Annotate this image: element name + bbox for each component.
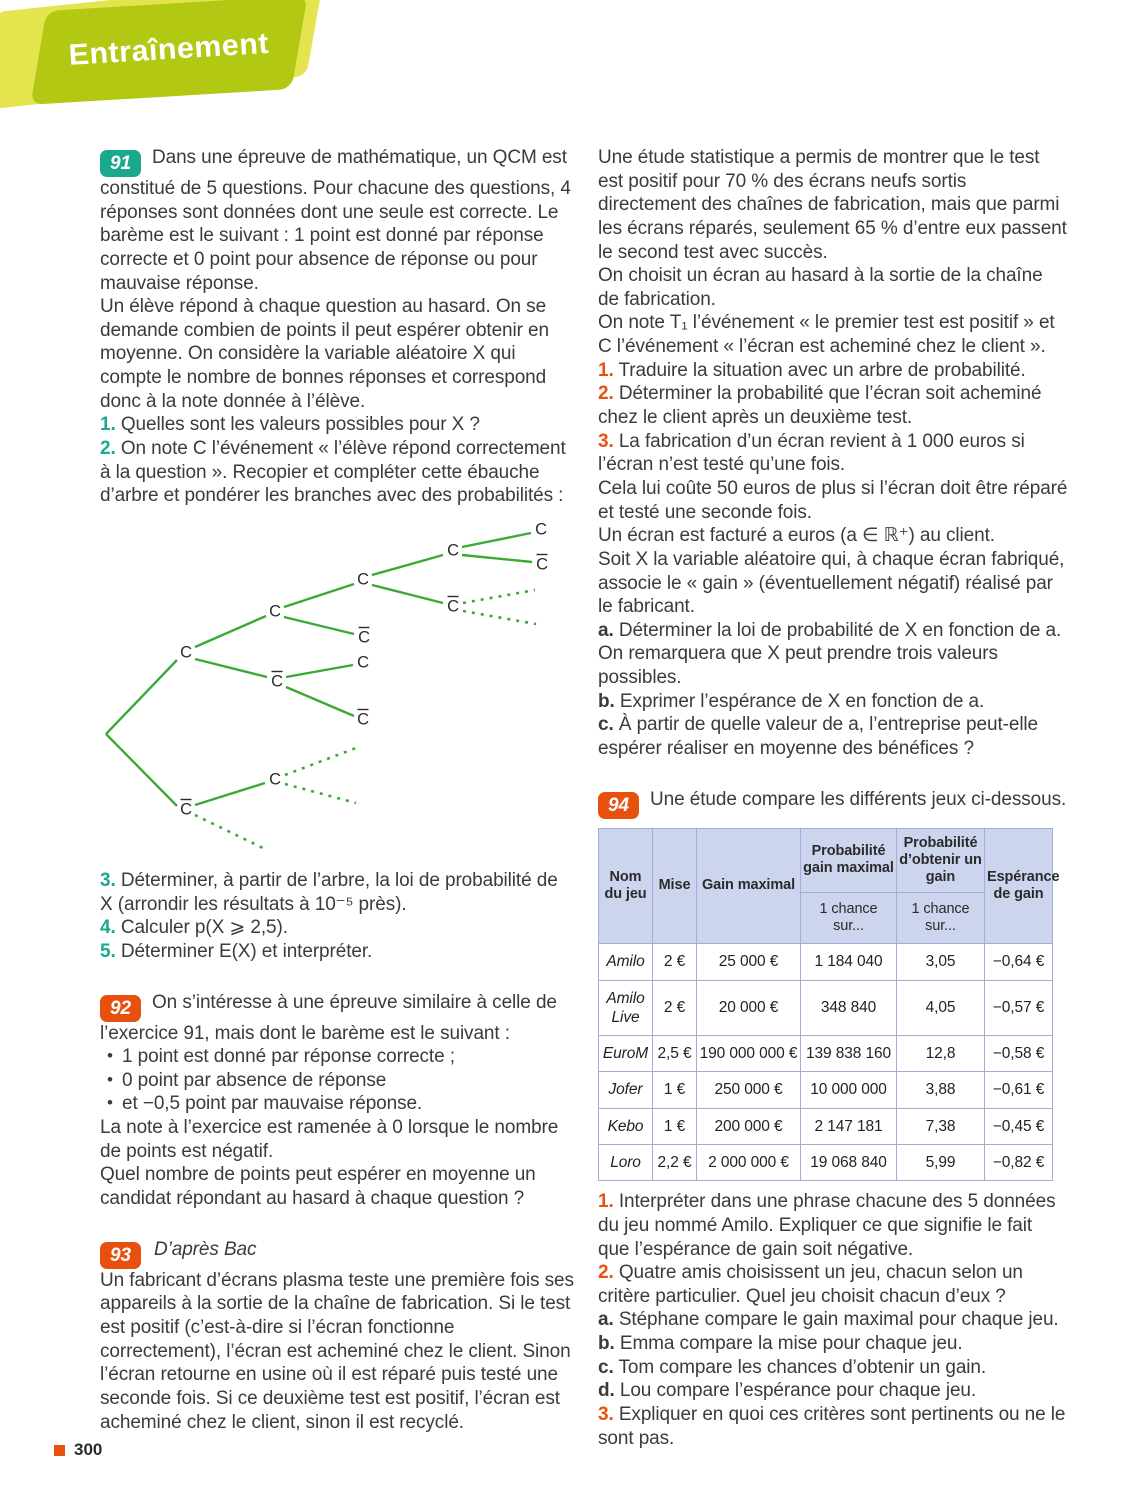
table-cell: 19 068 840 (801, 1144, 897, 1180)
tree-branch (195, 783, 265, 805)
table-cell: 4,05 (897, 980, 985, 1036)
paragraph: On s’intéresse à une épreuve similaire à celle de l’exercice 91, mais dont le barème est le suivant : (100, 991, 557, 1044)
probability-tree-diagram (100, 512, 574, 867)
question-letter: c. (598, 714, 614, 736)
tree-branch (372, 555, 443, 575)
question-b (598, 690, 1068, 714)
tree-node-label: C (358, 628, 370, 647)
banner-shape (30, 0, 307, 105)
column-header: Probabilité gain maximal (801, 828, 897, 892)
question-4 (100, 916, 574, 940)
question-text: Stéphane compare le gain maximal pour chaque jeu. (618, 1309, 1059, 1331)
question-letter: b. (598, 1333, 615, 1355)
table-cell: Amilo (599, 944, 653, 980)
paragraph: Un écran est facturé a euros (a ∈ ℝ⁺) au client. (598, 525, 995, 547)
question-number: 5. (100, 940, 116, 962)
question-text: Emma compare la mise pour chaque jeu. (619, 1333, 963, 1355)
bullet-item: • 1 point est donné par réponse correcte ; (100, 1045, 574, 1069)
exercise-intro (100, 146, 574, 295)
paragraph: Quel nombre de points peut espérer en moyenne un candidat répondant au hasard à chaque question ? (100, 1164, 536, 1210)
question-text: Déterminer la probabilité que l’écran soit acheminé chez le client après un deuxième test. (598, 383, 1042, 429)
exercise-92 (100, 991, 574, 1211)
tree-node-label: C (447, 597, 459, 616)
question-text: Calculer p(X ⩾ 2,5). (120, 917, 288, 939)
question-2a (598, 1308, 1068, 1332)
column-subheader: 1 chance sur... (897, 892, 985, 943)
question-letter: b. (598, 690, 615, 712)
table-cell: −0,57 € (985, 980, 1053, 1036)
paragraph: On choisit un écran au hasard à la sortie de la chaîne de fabrication. (598, 265, 1043, 310)
paragraph: Un fabricant d’écrans plasma teste une première fois ses appareils à la sortie de la chaîne de fabrication. Si le test est positif (c’est-à-dire si l’écran fonctionne correctement), l’écran est acheminé chez le client. Sinon l’écran retourne en usine où il est réparé puis testé une seconde fois. Si ce deuxième test est positif, l’écran est acheminé chez le client, sinon il est recyclé. (100, 1269, 574, 1433)
table-row (599, 1108, 1053, 1144)
exercise-badge-91: 91 (100, 150, 141, 177)
table-cell: 200 000 € (697, 1108, 801, 1144)
question-number: 3. (598, 430, 614, 452)
table-cell: 2 € (653, 980, 697, 1036)
question-3 (100, 869, 574, 916)
question-1 (100, 413, 574, 437)
table-cell: 2,2 € (653, 1144, 697, 1180)
page-number: 300 (74, 1440, 103, 1459)
table-row (599, 1036, 1053, 1072)
table-cell: 250 000 € (697, 1072, 801, 1108)
tree-branch-dashed (285, 748, 356, 775)
table-cell: 1 € (653, 1072, 697, 1108)
question-number: 1. (100, 414, 116, 436)
question-number: 4. (100, 917, 116, 939)
table-cell: −0,64 € (985, 944, 1053, 980)
tree-branch (195, 616, 266, 647)
question-3 (598, 430, 1068, 477)
table-cell: 1 184 040 (801, 944, 897, 980)
banner-title: Entraînement (67, 27, 271, 72)
paragraph: Soit X la variable aléatoire qui, à chaque écran fabriqué, associe le « gain » (éventuellement négatif) réalisé par le fabricant. (598, 548, 1065, 618)
paragraph: Un élève répond à chaque question au hasard. On se demande combien de points il peut espérer obtenir en moyenne. On considère la variable aléatoire X qui compte le nombre de bonnes réponses et correspond donc à la note donnée à l’élève. (100, 296, 549, 412)
question-2b (598, 1332, 1068, 1356)
question-text: Expliquer en quoi ces critères sont pertinents ou ne le sont pas. (598, 1404, 1066, 1449)
question-text: À partir de quelle valeur de a, l’entreprise peut-elle espérer réaliser en moyenne des bénéfices ? (598, 714, 1039, 760)
table-cell: 2 € (653, 944, 697, 980)
tree-branch (284, 584, 354, 607)
tree-branch (286, 665, 353, 677)
exercise-94 (598, 788, 1068, 1451)
question-a (598, 619, 1068, 690)
tree-branch (106, 734, 177, 806)
column-header: Espérance de gain (985, 828, 1053, 944)
question-number: 2. (598, 1262, 614, 1284)
paragraph: Cela lui coûte 50 euros de plus si l’écran doit être réparé et testé une seconde fois. (598, 477, 1068, 523)
question-3 (598, 1403, 1068, 1450)
question-1 (598, 1190, 1068, 1261)
question-text: Traduire la situation avec un arbre de probabilité. (618, 359, 1026, 381)
column-header: Nom du jeu (599, 828, 653, 944)
question-2d (598, 1379, 1068, 1403)
question-text: Quatre amis choisissent un jeu, chacun selon un critère particulier. Quel jeu choisit chacun d’eux ? (598, 1262, 1023, 1307)
tree-branch (462, 533, 531, 547)
games-table-header (599, 828, 1060, 944)
table-cell: 25 000 € (697, 944, 801, 980)
table-cell: Kebo (599, 1108, 653, 1144)
question-5 (100, 940, 574, 964)
column-header: Gain maximal (697, 828, 801, 944)
table-row (599, 980, 1053, 1036)
tree-node-label: C (357, 653, 369, 672)
tree-branch (462, 555, 532, 562)
question-number: 3. (598, 1404, 614, 1426)
right-column (598, 146, 1068, 1450)
exercise-badge-93: 93 (100, 1242, 141, 1269)
table-cell: Jofer (599, 1072, 653, 1108)
column-header: Probabilité d’obtenir un gain (897, 828, 985, 892)
table-cell: Loro (599, 1144, 653, 1180)
table-cell: 348 840 (801, 980, 897, 1036)
question-letter: a. (598, 1309, 614, 1331)
question-text: Déterminer E(X) et interpréter. (120, 940, 373, 962)
bullet-item: • 0 point par absence de réponse (100, 1069, 574, 1093)
table-cell: 2,5 € (653, 1036, 697, 1072)
exercise-source-tag: D’après Bac (154, 1238, 257, 1260)
table-cell: EuroM (599, 1036, 653, 1072)
question-text: Exprimer l’espérance de X en fonction de a. (619, 690, 985, 712)
column-header: Mise (653, 828, 697, 944)
question-2 (598, 382, 1068, 429)
tree-node-label: C (535, 520, 547, 539)
left-column (100, 146, 574, 1434)
tree-node-label: C (357, 570, 369, 589)
exercise-93-continued (598, 146, 1068, 761)
exercise-badge-94: 94 (598, 792, 639, 819)
exercise-intro (598, 788, 1068, 819)
table-row (599, 1144, 1053, 1180)
table-cell: 139 838 160 (801, 1036, 897, 1072)
tree-branch-dashed (285, 784, 356, 803)
table-cell: 3,05 (897, 944, 985, 980)
paragraph: Une étude compare les différents jeux ci-dessous. (650, 788, 1067, 810)
question-text: Lou compare l’espérance pour chaque jeu. (619, 1380, 977, 1402)
question-text: Déterminer la loi de probabilité de X en fonction de a. On remarquera que X peut prendre trois valeurs possibles. (598, 619, 1062, 689)
question-letter: a. (598, 619, 614, 641)
question-text: Quelles sont les valeurs possibles pour X ? (120, 414, 480, 436)
tree-node-label: C (269, 770, 281, 789)
column-subheader: 1 chance sur... (801, 892, 897, 943)
question-number: 1. (598, 1191, 614, 1213)
question-text: Tom compare les chances d’obtenir un gain. (618, 1356, 987, 1378)
table-cell: −0,45 € (985, 1108, 1053, 1144)
table-cell: 2 147 181 (801, 1108, 897, 1144)
paragraph: Une étude statistique a permis de montrer que le test est positif pour 70 % des écrans neufs sortis directement des chaînes de fabrication, mais que parmi les écrans réparés, seulement 65 % d’entre eux passent le second test avec succès. (598, 147, 1067, 263)
exercise-intro (100, 991, 574, 1046)
table-cell: 20 000 € (697, 980, 801, 1036)
paragraph: On note T₁ l’événement « le premier test est positif » et C l’événement « l’écran est acheminé chez le client ». (598, 312, 1055, 358)
table-cell: 1 € (653, 1108, 697, 1144)
question-text: Déterminer, à partir de l’arbre, la loi de probabilité de X (arrondir les résultats à 10⁻⁵ près). (100, 869, 558, 915)
tree-node-label: C (180, 800, 192, 819)
question-number: 1. (598, 359, 614, 381)
question-2 (598, 1261, 1068, 1308)
question-c (598, 713, 1068, 760)
tree-node-label: C (269, 602, 281, 621)
question-text: La fabrication d’un écran revient à 1 000 euros si l’écran n’est testé qu’une fois. (598, 430, 1025, 476)
tree-branch-dashed (195, 815, 267, 850)
tree-branch (195, 659, 267, 677)
question-1 (598, 359, 1068, 383)
exercise-header (100, 1238, 574, 1269)
question-letter: d. (598, 1380, 615, 1402)
question-letter: c. (598, 1356, 614, 1378)
exercise-93 (100, 1238, 574, 1434)
tree-branch-dashed (463, 611, 536, 624)
tree-branch (286, 687, 354, 716)
table-cell: 10 000 000 (801, 1072, 897, 1108)
table-cell: 7,38 (897, 1108, 985, 1144)
paragraph: Dans une épreuve de mathématique, un QCM est constitué de 5 questions. Pour chacune des questions, 4 réponses sont données dont une seule est correcte. Le barème est le suivant : 1 point est donné par réponse correcte et 0 point pour absence de réponse ou pour mauvaise réponse. (100, 147, 571, 294)
table-cell: −0,61 € (985, 1072, 1053, 1108)
question-text: On note C l’événement « l’élève répond correctement à la question ». Recopier et compléter cette ébauche d’arbre et pondérer les branches avec des probabilités : (100, 438, 566, 507)
question-number: 2. (598, 383, 614, 405)
table-cell: −0,58 € (985, 1036, 1053, 1072)
question-number: 3. (100, 869, 116, 891)
page-number-bullet (54, 1445, 65, 1456)
tree-branch-dashed (463, 590, 535, 603)
tree-node-label: C (447, 541, 459, 560)
tree-branch (372, 585, 443, 603)
tree-node-label: C (536, 555, 548, 574)
exercise-badge-92: 92 (100, 995, 141, 1022)
games-table-body (599, 944, 1053, 1181)
paragraph: La note à l’exercice est ramenée à 0 lorsque le nombre de points est négatif. (100, 1117, 559, 1162)
table-cell: 2 000 000 € (697, 1144, 801, 1180)
tree-node-label: C (271, 672, 283, 691)
table-row (599, 1072, 1053, 1108)
tree-branch (284, 617, 354, 634)
question-text: Interpréter dans une phrase chacune des 5 données du jeu nommé Amilo. Expliquer ce que signifie le fait que l’espérance de gain soit négative. (598, 1191, 1056, 1260)
table-cell: 12,8 (897, 1036, 985, 1072)
page-footer (54, 1440, 102, 1460)
table-cell: Amilo Live (599, 980, 653, 1036)
tree-node-label: C (180, 643, 192, 662)
bullet-item: • et −0,5 point par mauvaise réponse. (100, 1092, 574, 1116)
question-2c (598, 1356, 1068, 1380)
tree-node-label: C (357, 710, 369, 729)
table-row (599, 944, 1053, 980)
table-cell: 190 000 000 € (697, 1036, 801, 1072)
games-table (598, 828, 1060, 1182)
table-cell: 5,99 (897, 1144, 985, 1180)
question-number: 2. (100, 438, 116, 460)
tree-branch (106, 660, 177, 734)
table-cell: −0,82 € (985, 1144, 1053, 1180)
exercise-91 (100, 146, 574, 964)
table-cell: 3,88 (897, 1072, 985, 1108)
question-2 (100, 437, 574, 508)
